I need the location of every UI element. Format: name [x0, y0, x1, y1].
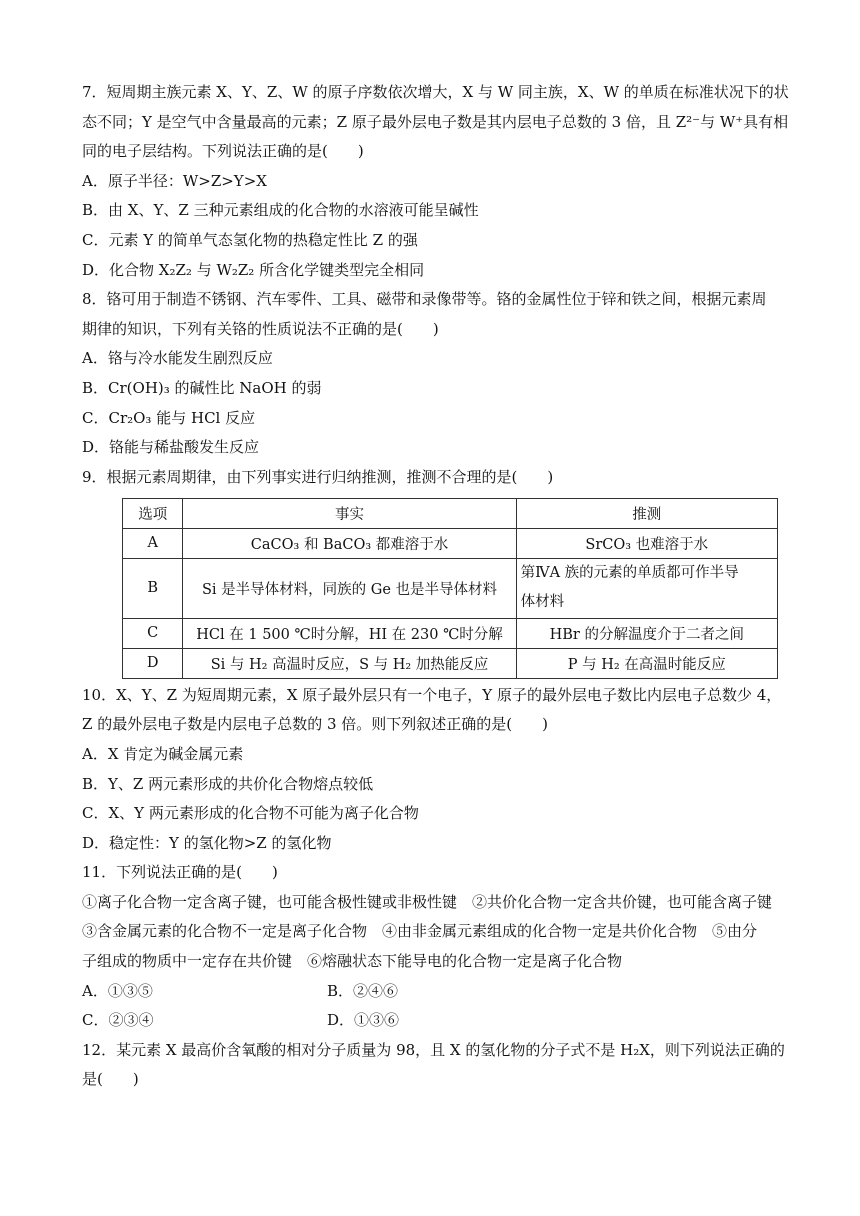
question-11-options-row-2 — [82, 1006, 782, 1036]
row-inference-line-2: 体材料 — [520, 594, 565, 611]
question-8-option-b: B．Cr(OH)₃ 的碱性比 NaOH 的弱 — [82, 378, 322, 397]
question-10-option-c: C．X、Y 两元素形成的化合物不可能为离子化合物 — [82, 804, 419, 823]
row-fact: HCl 在 1 500 ℃时分解，HI 在 230 ℃时分解 — [183, 618, 516, 648]
question-8-option-d: D．铬能与稀盐酸发生反应 — [82, 438, 260, 457]
question-7-option-b: B．由 X、Y、Z 三种元素组成的化合物的水溶液可能呈碱性 — [82, 201, 479, 220]
question-11-option-a: A．①③⑤ — [82, 981, 153, 1000]
question-10-option-d: D．稳定性：Y 的氢化物>Z 的氢化物 — [82, 833, 332, 852]
question-9 — [82, 463, 782, 681]
question-11-stem-line-1: 11．下列说法正确的是( ) — [82, 863, 278, 882]
question-8-stem-line-1: 8．铬可用于制造不锈钢、汽车零件、工具、磁带和录像带等。铬的金属性位于锌和铁之间，根据元素周 — [82, 290, 767, 309]
question-11-stem-line-2: ①离子化合物一定含离子键，也可能含极性键或非极性键 ②共价化合物一定含共价键，也可能含离子键 — [82, 892, 773, 911]
question-10-option-a: A．X 肯定为碱金属元素 — [82, 744, 244, 763]
question-11 — [82, 858, 782, 1036]
question-7-stem-line-3: 同的电子层结构。下列说法正确的是( ) — [82, 142, 364, 161]
question-7-stem-line-2: 态不同；Y 是空气中含量最高的元素；Z 原子最外层电子数是其内层电子总数的 3 倍，且 Z²⁻与 W⁺具有相 — [82, 112, 789, 131]
question-12-stem-line-1: 12．某元素 X 最高价含氧酸的相对分子质量为 98，且 X 的氢化物的分子式不是 H₂X，则下列说法正确的 — [82, 1040, 785, 1059]
question-12 — [82, 1036, 785, 1095]
question-8-option-a: A．铬与冷水能发生剧烈反应 — [82, 349, 273, 368]
row-inference-line-1: 第ⅣA 族的元素的单质都可作半导 — [520, 565, 739, 582]
row-inference — [516, 558, 777, 618]
row-option: B — [123, 558, 183, 618]
question-10-stem-line-1: 10．X、Y、Z 为短周期元素，X 原子最外层只有一个电子，Y 原子的最外层电子数比内层电子总数少 4， — [82, 685, 782, 704]
question-11-option-b: B．②④⑥ — [327, 981, 399, 1000]
question-11-stem-line-4: 子组成的物质中一定存在共价键 ⑥熔融状态下能导电的化合物一定是离子化合物 — [82, 952, 623, 971]
row-option: A — [123, 528, 183, 558]
row-inference: P 与 H₂ 在高温时能反应 — [516, 648, 777, 678]
question-10-option-b: B．Y、Z 两元素形成的共价化合物熔点较低 — [82, 774, 374, 793]
question-10 — [82, 681, 782, 859]
table-row — [123, 618, 778, 648]
header-option: 选项 — [123, 498, 183, 528]
facts-table — [122, 498, 778, 679]
table-row — [123, 648, 778, 678]
question-8-stem-line-2: 期律的知识，下列有关铬的性质说法不正确的是( ) — [82, 319, 439, 338]
table-header-row — [123, 498, 778, 528]
row-option: D — [123, 648, 183, 678]
question-11-option-d: D．①③⑥ — [327, 1011, 400, 1030]
question-7-stem-line-1: 7．短周期主族元素 X、Y、Z、W 的原子序数依次增大，X 与 W 同主族，X、W 的单质在标准状况下的状 — [82, 83, 789, 101]
question-9-stem: 9．根据元素周期律，由下列事实进行归纳推测，推测不合理的是( ) — [82, 467, 554, 486]
question-7-option-c: C．元素 Y 的简单气态氢化物的热稳定性比 Z 的强 — [82, 230, 418, 249]
row-fact: Si 与 H₂ 高温时反应，S 与 H₂ 加热能反应 — [183, 648, 516, 678]
question-11-options-row-1 — [82, 977, 782, 1007]
question-11-stem-line-3: ③含金属元素的化合物不一定是离子化合物 ④由非金属元素组成的化合物一定是共价化合物 ⑤由分 — [82, 922, 758, 941]
question-7-option-a: A．原子半径：W>Z>Y>X — [82, 171, 267, 190]
question-7-option-d: D．化合物 X₂Z₂ 与 W₂Z₂ 所含化学键类型完全相同 — [82, 260, 425, 279]
header-inference: 推测 — [516, 498, 777, 528]
table-row — [123, 528, 778, 558]
row-inference: HBr 的分解温度介于二者之间 — [516, 618, 777, 648]
row-fact: Si 是半导体材料，同族的 Ge 也是半导体材料 — [183, 558, 516, 618]
document-page — [82, 78, 789, 1095]
row-option: C — [123, 618, 183, 648]
question-7 — [82, 78, 789, 285]
question-8-option-c: C．Cr₂O₃ 能与 HCl 反应 — [82, 408, 256, 427]
question-12-stem-line-2: 是( ) — [82, 1070, 139, 1089]
question-8 — [82, 285, 782, 463]
header-fact: 事实 — [183, 498, 516, 528]
table-row — [123, 558, 778, 618]
row-inference: SrCO₃ 也难溶于水 — [516, 528, 777, 558]
row-fact: CaCO₃ 和 BaCO₃ 都难溶于水 — [183, 528, 516, 558]
question-10-stem-line-2: Z 的最外层电子数是内层电子总数的 3 倍。则下列叙述正确的是( ) — [82, 715, 548, 734]
question-11-option-c: C．②③④ — [82, 1011, 154, 1030]
